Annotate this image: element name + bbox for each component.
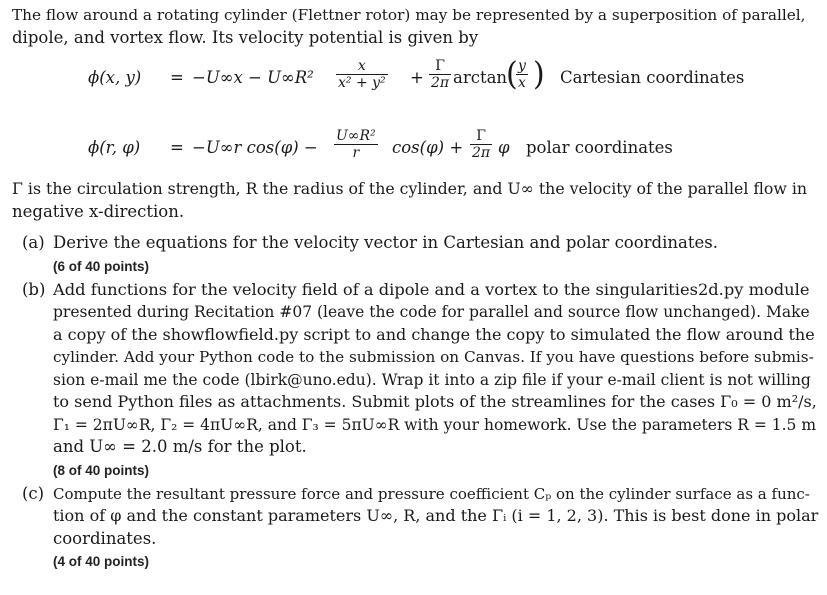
task-b-line: and U∞ = 2.0 m/s for the plot.: [53, 437, 307, 456]
cartesian-plus: +: [410, 68, 424, 87]
cartesian-equals: =: [170, 68, 184, 87]
cartesian-frac3-num: y: [518, 58, 526, 74]
polar-frac2: [470, 128, 492, 161]
cartesian-frac2: [429, 58, 451, 91]
intro-line-1: The flow around a rotating cylinder (Flettner rotor) may be represented by a superposition of parallel,: [12, 6, 806, 24]
polar-label: polar coordinates: [526, 138, 673, 157]
task-b-line: to send Python files as attachments. Submit plots of the streamlines for the cases Γ₀ = 0 m²/s,: [53, 392, 817, 411]
task-item-b: [22, 279, 818, 483]
task-points-b: (8 of 40 points): [53, 462, 150, 478]
cartesian-frac2-den: 2π: [431, 75, 450, 91]
task-b-line: Add functions for the velocity field of a dipole and a vortex to the singularities2d.py module: [53, 279, 810, 299]
task-list: [12, 232, 818, 574]
cartesian-frac3-den: x: [518, 75, 526, 91]
task-b-line: a copy of the showflowfield.py script to and change the copy to simulated the flow around the: [53, 324, 815, 344]
cartesian-label: Cartesian coordinates: [560, 68, 745, 87]
polar-term1: −U∞r cos(φ) −: [192, 138, 318, 157]
cartesian-frac1-den: x² + y²: [338, 75, 386, 91]
cartesian-frac1: [336, 58, 388, 91]
task-b-line: cylinder. Add your Python code to the submission on Canvas. If you have questions before submis-: [53, 348, 814, 366]
task-body-c: [53, 483, 818, 551]
polar-frac2-num: Γ: [470, 128, 492, 145]
cartesian-close-paren: ): [533, 56, 545, 93]
intro-line-2: dipole, and vortex flow. Its velocity potential is given by: [12, 28, 479, 47]
task-b-line: sion e-mail me the code (lbirk@uno.edu). Wrap it into a zip file if your e-mail client is not willing: [53, 370, 811, 389]
polar-frac1: [334, 128, 378, 161]
cartesian-frac2-num: Γ: [429, 58, 451, 75]
equation-cartesian: [12, 58, 818, 98]
polar-frac1-den: r: [352, 145, 360, 161]
equation-polar: [12, 128, 818, 168]
definition-line-1: Γ is the circulation strength, R the radius of the cylinder, and U∞ the velocity of the parallel flow in: [12, 179, 808, 198]
cartesian-frac1-num: x: [336, 58, 388, 75]
polar-tail: φ: [498, 138, 510, 157]
cartesian-lhs: ϕ(x, y): [88, 68, 142, 87]
polar-frac2-den: 2π: [472, 145, 491, 161]
cartesian-open-paren: (: [506, 56, 518, 93]
task-points-c: (4 of 40 points): [53, 554, 150, 569]
task-c-line: Compute the resultant pressure force and pressure coefficient Cₚ on the cylinder surface as a func-: [53, 484, 810, 503]
task-points-a: (6 of 40 points): [53, 258, 150, 274]
task-body-a: [53, 232, 818, 255]
task-item-a: [22, 232, 818, 279]
task-a-line: Derive the equations for the velocity vector in Cartesian and polar coordinates.: [53, 233, 718, 252]
task-label-a: (a): [22, 233, 45, 252]
task-item-c: [22, 483, 818, 575]
task-c-line: coordinates.: [53, 528, 157, 548]
cartesian-frac3: [516, 58, 528, 91]
task-c-line: tion of φ and the constant parameters U∞, R, and the Γᵢ (i = 1, 2, 3). This is best done in polar: [53, 506, 819, 525]
polar-equals: =: [170, 138, 184, 157]
polar-frac1-num: U∞R²: [336, 128, 376, 144]
task-b-line: presented during Recitation #07 (leave the code for parallel and source flow unchanged). Make: [53, 303, 810, 321]
polar-mid: cos(φ) +: [392, 138, 464, 157]
cartesian-term1: −U∞x − U∞R²: [192, 68, 314, 87]
task-b-line: Γ₁ = 2πU∞R, Γ₂ = 4πU∞R, and Γ₃ = 5πU∞R with your homework. Use the parameters R = 1.5 m: [53, 415, 817, 434]
polar-lhs: ϕ(r, φ): [88, 138, 141, 157]
task-body-b: [53, 279, 818, 459]
task-label-c: (c): [22, 483, 45, 503]
task-label-b: (b): [22, 279, 46, 299]
definition-line-2: negative x-direction.: [12, 202, 185, 221]
cartesian-arctan: arctan: [453, 68, 508, 87]
